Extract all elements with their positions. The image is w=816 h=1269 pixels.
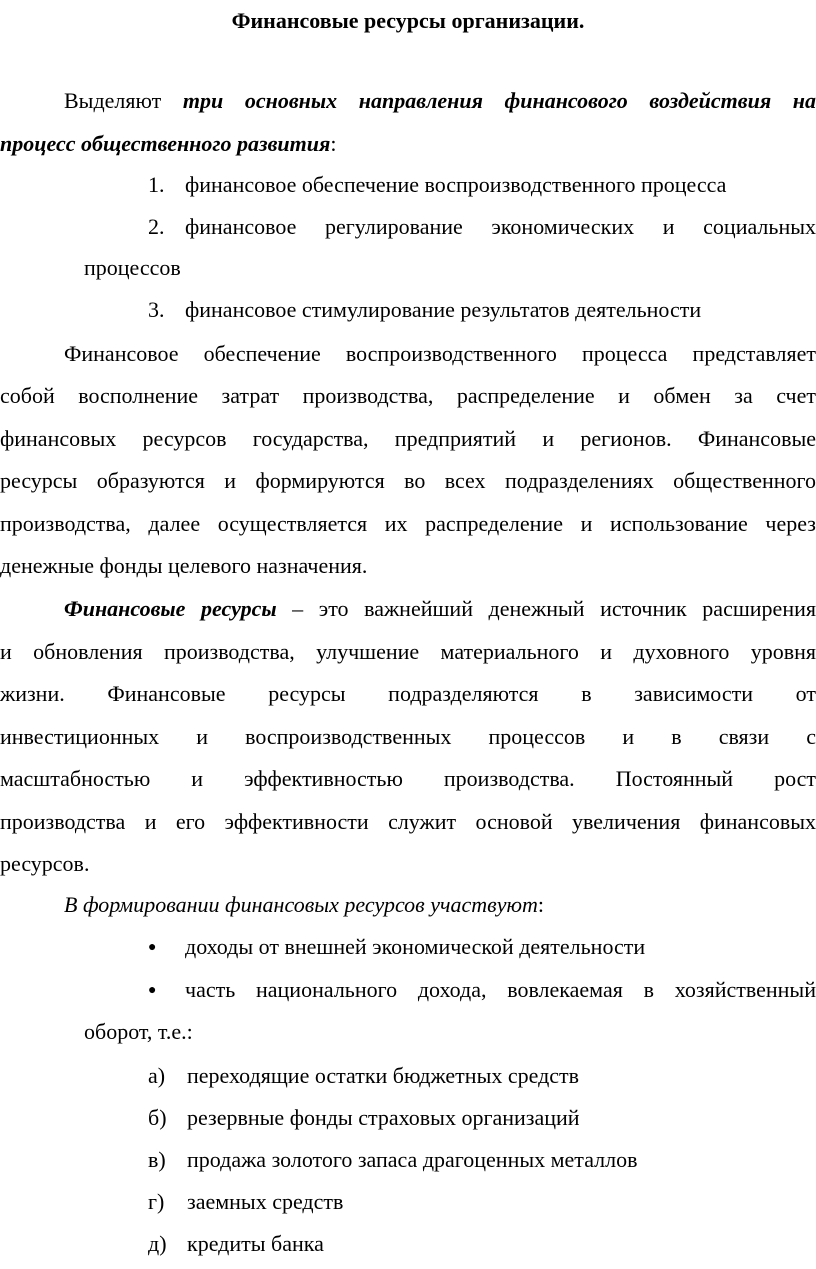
- page-title: Финансовые ресурсы организации.: [231, 8, 585, 33]
- sub-item-letter: б): [148, 1105, 167, 1130]
- para1-line: ресурсы образуются и формируются во всех подразделениях общественного: [0, 468, 816, 493]
- intro-emphasis-1: три основных направления финансового воздействия на: [182, 88, 816, 113]
- para3-colon: :: [537, 892, 544, 917]
- para2-line: жизни. Финансовые ресурсы подразделяются в зависимости от: [0, 681, 816, 706]
- intro-emphasis-2: процесс общественного развития: [0, 131, 331, 156]
- bullet-icon: ●: [148, 983, 157, 998]
- bullet-icon: ●: [148, 940, 157, 955]
- direction-text: финансовое обеспечение воспроизводственного процесса: [185, 172, 727, 197]
- para1-line: финансовых ресурсов государства, предприятий и регионов. Финансовые: [0, 426, 816, 451]
- para2-line: и обновления производства, улучшение материального и духовного уровня: [0, 639, 816, 664]
- para2-line: масштабностью и эффективностью производства. Постоянный рост: [0, 766, 816, 791]
- bullet-item-2-continuation: оборот, т.е.:: [84, 1019, 193, 1044]
- para1-line: денежные фонды целевого назначения.: [0, 553, 368, 578]
- bullet-text: часть национального дохода, вовлекаемая в хозяйственный: [185, 977, 816, 1002]
- para2-line: ресурсов.: [0, 851, 90, 876]
- sub-item-letter: г): [148, 1189, 165, 1214]
- intro-line-2: [0, 131, 816, 157]
- sub-item-text: кредиты банка: [187, 1231, 324, 1256]
- direction-number: 2.: [148, 214, 165, 239]
- bullet-text: доходы от внешней экономической деятельности: [185, 934, 646, 959]
- sub-item-letter: д): [148, 1231, 167, 1256]
- direction-text: финансовое стимулирование результатов деятельности: [185, 297, 702, 322]
- sub-item-text: резервные фонды страховых организаций: [187, 1105, 580, 1130]
- para3-line: [64, 892, 816, 918]
- direction-text: финансовое регулирование экономических и социальных: [185, 214, 816, 239]
- intro-colon: :: [330, 131, 337, 156]
- para1-line: собой восполнение затрат производства, распределение и обмен за счет: [0, 383, 816, 408]
- term-financial-resources: Финансовые ресурсы: [64, 596, 277, 621]
- para3-italic: В формировании финансовых ресурсов участвуют: [64, 892, 538, 917]
- sub-item-text: переходящие остатки бюджетных средств: [187, 1063, 580, 1088]
- sub-item-text: заемных средств: [187, 1189, 344, 1214]
- direction-number: 1.: [148, 172, 165, 197]
- sub-item-letter: а): [148, 1063, 166, 1088]
- para1-line: производства, далее осуществляется их распределение и использование через: [0, 511, 816, 536]
- para2-line: производства и его эффективности служит основой увеличения финансовых: [0, 809, 816, 834]
- para2-first-rest: – это важнейший денежный источник расширения: [276, 596, 816, 621]
- para2-line: инвестиционных и воспроизводственных процессов и в связи с: [0, 724, 816, 749]
- para2-line-1: [64, 596, 816, 622]
- para1-line: Финансовое обеспечение воспроизводственного процесса представляет: [64, 341, 816, 366]
- sub-item-letter: в): [148, 1147, 166, 1172]
- intro-start: Выделяют: [64, 88, 162, 113]
- direction-number: 3.: [148, 297, 165, 322]
- intro-line-1: [64, 88, 816, 114]
- direction-item-2-continuation: процессов: [84, 255, 181, 280]
- sub-item-text: продажа золотого запаса драгоценных металлов: [187, 1147, 638, 1172]
